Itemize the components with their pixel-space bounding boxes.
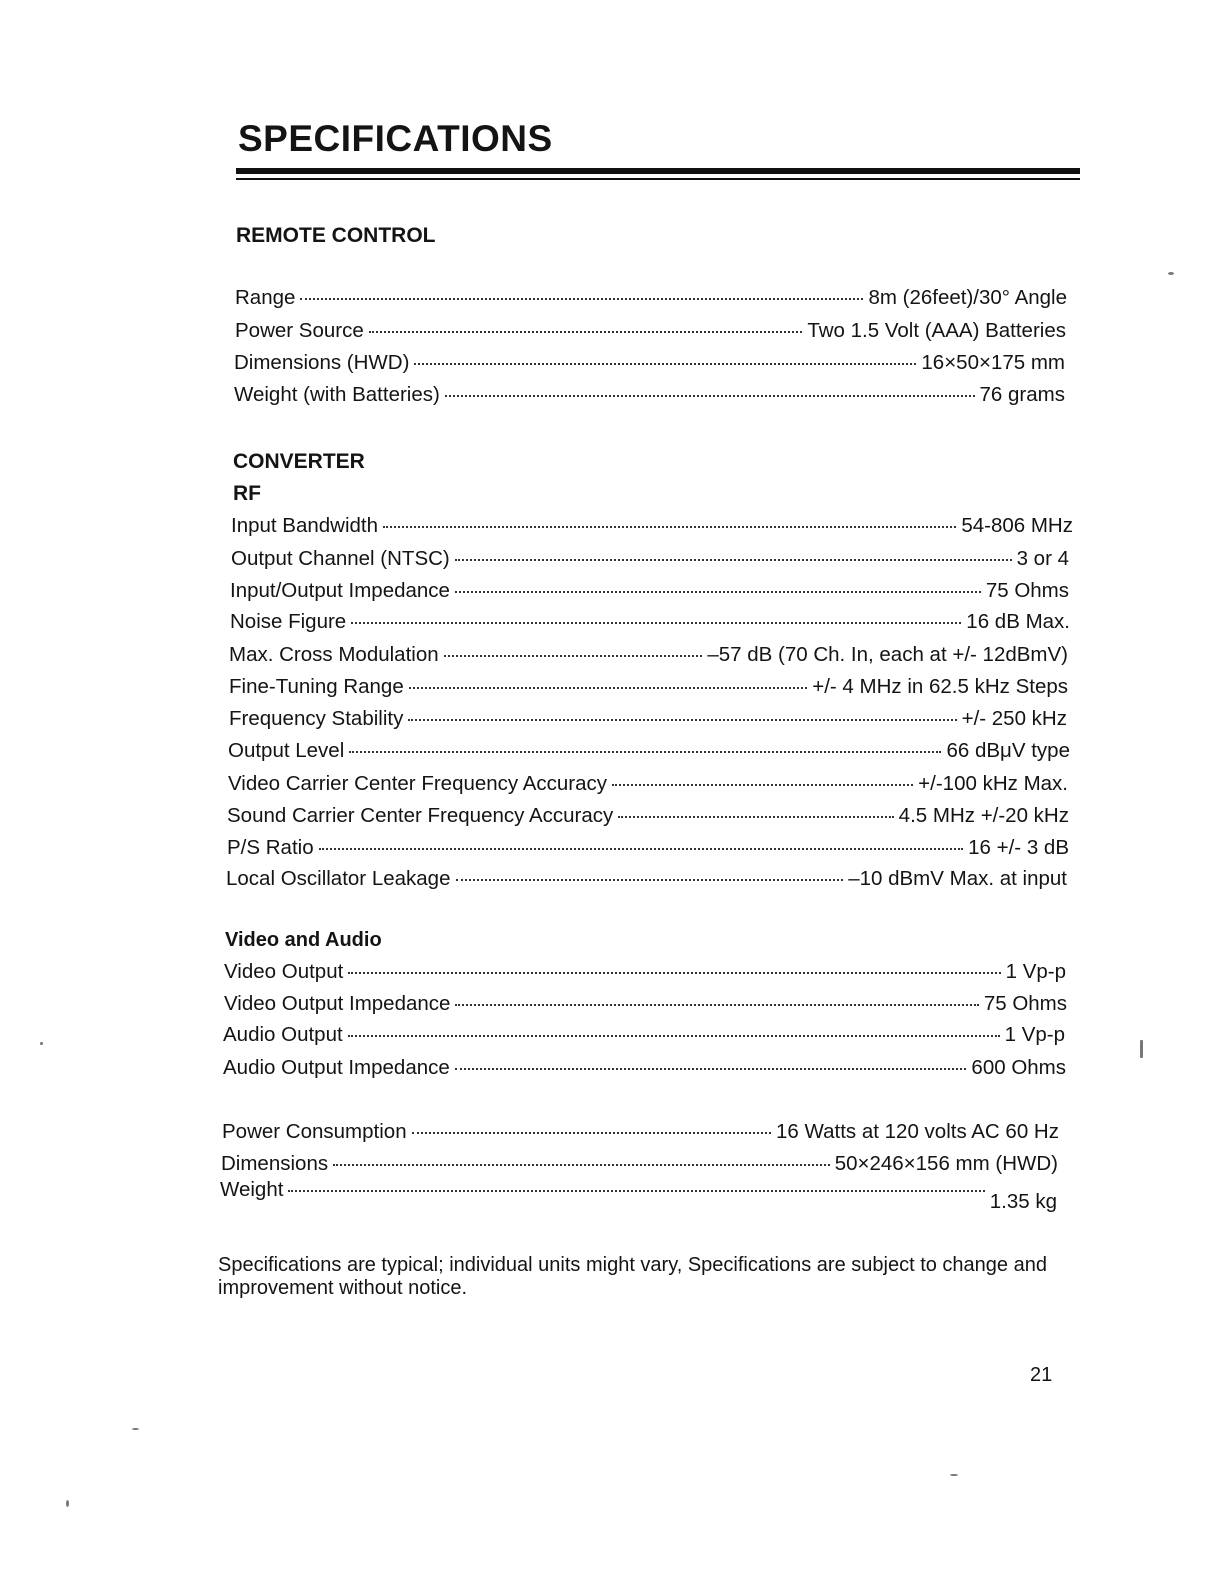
dot-leader <box>319 848 964 850</box>
dot-leader <box>351 622 961 624</box>
spec-value: 8m (26feet)/30° Angle <box>868 286 1067 309</box>
scan-speck <box>132 1428 139 1430</box>
spec-value: 75 Ohms <box>983 992 1067 1015</box>
dot-leader <box>455 591 981 593</box>
spec-label: Range <box>235 286 296 309</box>
spec-row <box>228 741 1070 762</box>
scan-speck <box>1140 1040 1143 1058</box>
spec-label: Audio Output Impedance <box>223 1056 450 1079</box>
spec-value: 54-806 MHz <box>961 514 1073 537</box>
spec-label: Audio Output <box>223 1023 343 1046</box>
spec-label: Sound Carrier Center Frequency Accuracy <box>227 804 614 827</box>
dot-leader <box>455 559 1012 561</box>
dot-leader <box>383 526 956 528</box>
spec-value: 16 +/- 3 dB <box>968 836 1069 859</box>
dot-leader <box>300 298 863 300</box>
spec-row <box>223 1058 1066 1079</box>
spec-row <box>226 869 1067 890</box>
spec-label: Video Output <box>224 960 344 983</box>
spec-row <box>235 288 1067 309</box>
spec-value: 1 Vp-p <box>1005 960 1066 983</box>
dot-leader <box>349 751 941 753</box>
spec-row <box>234 353 1065 374</box>
spec-row <box>228 774 1068 795</box>
dot-leader <box>444 655 703 657</box>
spec-value: 75 Ohms <box>985 579 1069 602</box>
spec-label: Max. Cross Modulation <box>229 643 439 666</box>
dot-leader <box>618 816 893 818</box>
spec-row <box>230 581 1069 602</box>
dot-leader <box>455 1068 967 1070</box>
specifications-footnote: Specifications are typical; individual units might vary, Specifications are subject to change and improvement without notice. <box>218 1254 1047 1299</box>
spec-value: +/-100 kHz Max. <box>918 772 1068 795</box>
dot-leader <box>333 1164 830 1166</box>
spec-value: 76 grams <box>979 383 1065 406</box>
spec-value: 3 or 4 <box>1016 547 1069 570</box>
spec-row <box>221 1154 1058 1175</box>
scan-speck <box>40 1042 43 1045</box>
scan-speck <box>1168 272 1174 275</box>
spec-label: Dimensions <box>221 1152 329 1175</box>
dot-leader <box>348 972 1000 974</box>
spec-label: Weight (with Batteries) <box>234 383 440 406</box>
dot-leader <box>409 687 807 689</box>
spec-value: 1 Vp-p <box>1004 1023 1065 1046</box>
spec-value: 600 Ohms <box>971 1056 1066 1079</box>
dot-leader <box>414 363 916 365</box>
dot-leader <box>369 331 803 333</box>
spec-row <box>227 806 1069 827</box>
spec-value: 16 Watts at 120 volts AC 60 Hz <box>776 1120 1059 1143</box>
scan-speck <box>66 1500 69 1507</box>
page-title: SPECIFICATIONS <box>238 118 553 159</box>
dot-leader <box>408 719 956 721</box>
spec-label: Output Channel (NTSC) <box>231 547 450 570</box>
spec-row <box>235 321 1066 342</box>
spec-row <box>229 645 1068 666</box>
page-number: 21 <box>1030 1364 1053 1386</box>
spec-row <box>230 612 1070 633</box>
spec-row <box>229 677 1068 698</box>
dot-leader <box>455 1004 978 1006</box>
spec-value: –10 dBmV Max. at input <box>848 867 1067 890</box>
spec-row <box>229 709 1067 730</box>
spec-value: 16×50×175 mm <box>921 351 1065 374</box>
spec-row <box>231 549 1069 570</box>
spec-label: Video Carrier Center Frequency Accuracy <box>228 772 608 795</box>
spec-value: 66 dBμV type <box>946 739 1070 762</box>
dot-leader <box>288 1190 984 1192</box>
spec-value: 1.35 kg <box>989 1190 1057 1213</box>
rf-heading: RF <box>233 482 261 505</box>
spec-label: Power Consumption <box>222 1120 407 1143</box>
spec-label: Input Bandwidth <box>231 514 379 537</box>
scan-speck <box>950 1474 958 1476</box>
spec-label: P/S Ratio <box>227 836 314 859</box>
spec-row <box>220 1178 1057 1213</box>
spec-value: 50×246×156 mm (HWD) <box>834 1152 1058 1175</box>
dot-leader <box>412 1132 771 1134</box>
dot-leader <box>348 1035 1000 1037</box>
spec-row <box>224 994 1067 1015</box>
spec-row <box>231 516 1073 537</box>
title-rule-thin <box>236 178 1080 180</box>
spec-label: Output Level <box>228 739 345 762</box>
video-audio-heading: Video and Audio <box>225 929 382 951</box>
spec-row <box>224 962 1066 983</box>
spec-label: Dimensions (HWD) <box>234 351 410 374</box>
spec-row <box>227 838 1069 859</box>
spec-label: Video Output Impedance <box>224 992 451 1015</box>
spec-label: Local Oscillator Leakage <box>226 867 451 890</box>
spec-label: Input/Output Impedance <box>230 579 450 602</box>
spec-row <box>222 1122 1059 1143</box>
remote-control-heading: REMOTE CONTROL <box>236 224 436 247</box>
dot-leader <box>612 784 913 786</box>
spec-value: +/- 250 kHz <box>961 707 1067 730</box>
title-rule-thick <box>236 168 1080 174</box>
spec-value: Two 1.5 Volt (AAA) Batteries <box>807 319 1066 342</box>
spec-label: Power Source <box>235 319 364 342</box>
spec-label: Noise Figure <box>230 610 347 633</box>
spec-value: 4.5 MHz +/-20 kHz <box>898 804 1069 827</box>
spec-value: 16 dB Max. <box>966 610 1070 633</box>
spec-label: Frequency Stability <box>229 707 404 730</box>
spec-value: –57 dB (70 Ch. In, each at +/- 12dBmV) <box>707 643 1068 666</box>
spec-label: Fine-Tuning Range <box>229 675 404 698</box>
converter-heading: CONVERTER <box>233 450 365 473</box>
spec-value: +/- 4 MHz in 62.5 kHz Steps <box>812 675 1068 698</box>
dot-leader <box>445 395 975 397</box>
spec-row <box>234 385 1065 406</box>
spec-row <box>223 1025 1065 1046</box>
dot-leader <box>456 879 844 881</box>
spec-label: Weight <box>220 1178 284 1201</box>
